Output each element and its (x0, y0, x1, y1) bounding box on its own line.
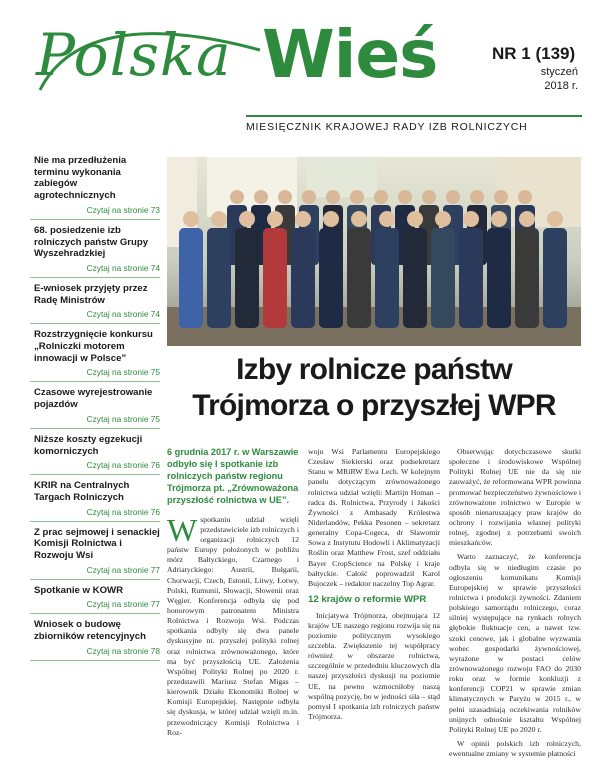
person-head (295, 211, 311, 227)
person-head (470, 190, 484, 204)
person-body (319, 228, 343, 328)
subtitle-rule (246, 115, 582, 117)
person-head (302, 190, 316, 204)
issue-month: styczeń (540, 66, 578, 78)
sidebar-item-link[interactable]: Czytaj na stronie 74 (86, 262, 160, 273)
sidebar-item[interactable] (30, 580, 160, 615)
sidebar-item-link[interactable]: Czytaj na stronie 74 (86, 309, 160, 320)
person-head (518, 190, 532, 204)
group-photo-image (167, 157, 581, 346)
person-head (374, 190, 388, 204)
sidebar-item-link[interactable]: Czytaj na stronie 75 (86, 367, 160, 378)
person-body (515, 228, 539, 328)
sidebar-item[interactable] (30, 324, 160, 382)
person-body (235, 228, 259, 328)
person-body (459, 228, 483, 328)
person-head (398, 190, 412, 204)
person-head (407, 211, 423, 227)
person-body (263, 228, 287, 328)
person-body (543, 228, 567, 328)
person-body (179, 228, 203, 328)
sidebar-item[interactable] (30, 220, 160, 278)
person-head (463, 211, 479, 227)
person-head (422, 190, 436, 204)
sidebar-item-link[interactable]: Czytaj na stronie 73 (86, 204, 160, 215)
article-column-1 (167, 447, 299, 759)
logo-polska: Polska (36, 21, 232, 89)
person-body (403, 228, 427, 328)
person-body (291, 228, 315, 328)
person-head (230, 190, 244, 204)
article-paragraph: W opinii polskich izb rolniczych, ewentualne zmiany w systemie płatności (449, 738, 581, 759)
sidebar-item-title: Czasowe wyrejestrowanie pojazdów (34, 387, 153, 411)
person-head (379, 211, 395, 227)
dropcap: W (167, 511, 198, 548)
article-text: spotkaniu udział wzięli przedstawiciele izb rolniczych i organizacji rolniczych 12 państw Europy położonych w pobliżu mórz Bałtyckiego, Czarnego i Adriatyckiego: Austrii, Bułgarii, Chorwacji, Czech, Estonii, Litwy, Łotwy, Polski, Rumunii, Słowacji, Słowenii oraz Węgier. Konferencja odbyła się pod honorowym patronatem Ministra Rolnictwa i Rozwoju Wsi. Podczas spotkania odbyły się dwa panele dyskusyjne nt. przyszłej polityki rolnej oraz rolnictwa zrównoważonego, które ma być przyszłością UE. Założenia Wspólnej Polityki Rolnej po 2020 r. przedstawili Mariusz Stefan Migas – kierownik Działu Ekonomiki Rolnej w Komisji Europejskiej. Następnie odbyła się dyskusja, w której udział wzięli m.in. przewodniczący Komisji Rolnictwa i Roz- (167, 514, 299, 737)
sidebar-item-title: E-wniosek przyjęty przez Radę Ministrów (34, 282, 148, 306)
person-body (487, 228, 511, 328)
person-head (350, 190, 364, 204)
article-lead: 6 grudnia 2017 r. w Warszawie odbyło się I spotkanie izb rolniczych państw regionu Trójmorza pt. „Zrównoważona przyszłość rolnictwa w UE”. (167, 447, 299, 505)
article-paragraph: woju Wsi Parlamentu Europejskiego Czesław Siekierski oraz podsekretarz Stanu w MRiRW Ewa Lech. W kolejnym panelu dotyczącym zrównoważonego rolnictwa udział wzięli: Martijn Homan – radca ds. Rolnictwa, Przyrody i Jakości Żywności z Ambasady Królestwa Niderlandów, Pekka Pesonen – sekretarz generalny Copa-Cogeca, dr Sławomir Sowa z Instytutu Hodowli i Aklimatyzacji Roślin oraz Matthew Frost, szef oddziału Bayer CropScience na Polskę i kraje bałtyckie. Całość poprowadził Karol Bujoczek – redaktor naczelny Top Agrar. (308, 447, 440, 588)
person-head (446, 190, 460, 204)
person-body (375, 228, 399, 328)
article-paragraph (167, 511, 299, 738)
person-head (239, 211, 255, 227)
person-head (326, 190, 340, 204)
sidebar-item-link[interactable]: Czytaj na stronie 76 (86, 460, 160, 471)
sidebar-item-title: 68. posiedzenie izb rolniczych państw Grupy Wyszehradzkiej (34, 224, 149, 260)
person-body (347, 228, 371, 328)
sidebar-contents (30, 150, 160, 661)
article-column-2 (308, 447, 440, 759)
article-paragraph: Inicjatywa Trójmorza, obejmująca 12 krajów UE naszego regionu rozwija się na poziomie politycznym wysokiego szczebla. Zwiększenie tej współpracy również w obszarze rolnictwa, szczególnie w przededniu kluczowych dla naszej przyszłości dyskusji na poziomie UE, na pewno wzmocniłoby naszą wspólną pozycję, bo w jedności siła – stąd pomysł I spotkania izb rolniczych państw Trójmorza. (308, 610, 440, 721)
person-head (435, 211, 451, 227)
sidebar-item[interactable] (30, 382, 160, 428)
person-head (254, 190, 268, 204)
person-body (207, 228, 231, 328)
issue-date (541, 66, 578, 94)
sidebar-item-link[interactable]: Czytaj na stronie 76 (86, 506, 160, 517)
sidebar-item-title: Spotkanie w KOWR (34, 584, 124, 596)
sidebar-item[interactable] (30, 429, 160, 475)
sidebar-item-title: Rozstrzygnięcie konkursu „Rolniczki motorem innowacji w Polsce” (34, 329, 153, 364)
sidebar-item[interactable] (30, 278, 160, 324)
person-head (494, 190, 508, 204)
person-head (183, 211, 199, 227)
logo-wies: Wieś (262, 16, 438, 93)
person-body (431, 228, 455, 328)
person-head (278, 190, 292, 204)
group-photo (167, 157, 581, 346)
person-head (519, 211, 535, 227)
sidebar-item[interactable] (30, 150, 160, 220)
article-headline: Izby rolnicze państw Trójmorza o przyszłej WPR (192, 353, 556, 422)
sidebar-item-link[interactable]: Czytaj na stronie 78 (86, 645, 160, 656)
issue-year: 2018 r. (544, 79, 578, 92)
sidebar-item-link[interactable]: Czytaj na stronie 77 (86, 564, 160, 575)
person-head (323, 211, 339, 227)
issue-number: NR 1 (139) (492, 44, 576, 63)
article-subhead: 12 krajów o reformie WPR (308, 593, 427, 605)
sidebar-item[interactable] (30, 614, 160, 660)
sidebar-item[interactable] (30, 522, 160, 580)
person-head (547, 211, 563, 227)
person-head (211, 211, 227, 227)
person-head (491, 211, 507, 227)
article-column-3 (449, 447, 581, 759)
sidebar-item-title: KRIR na Centralnych Targach Rolniczych (34, 480, 130, 503)
sidebar-item-link[interactable]: Czytaj na stronie 75 (86, 413, 160, 424)
sidebar-item-title: Niższe koszty egzekucji komorniczych (34, 433, 143, 457)
sidebar-item-title: Z prac sejmowej i senackiej Komisji Rolnictwa i Rozwoju Wsi (34, 526, 160, 562)
article-body (167, 447, 581, 759)
sidebar-item-title: Wniosek o budowę zbiorników retencyjnych (34, 619, 146, 643)
article-paragraph: Obserwując dotychczasowe skutki społeczne i środowiskowe Wspólnej Polityki Rolnej UE nie da się nie zauważyć, że reformowana WPR powinna promować bezpieczeństwo żywnościowe i zrównoważone rolnictwo w Europie w sposób nienaruszający praw krajów do ochrony i rozwijania własnej polityki rolnej, zgodnej z potrzebami swoich mieszkańców. (449, 447, 581, 548)
masthead (0, 0, 592, 150)
sidebar-item-title: Nie ma przedłużenia terminu wykonania zabiegów agrotechnicznych (34, 155, 127, 202)
person-head (267, 211, 283, 227)
sidebar-item[interactable] (30, 475, 160, 521)
article-paragraph: Warto zaznaczyć, że konferencja odbyła się w niedługim czasie po ogłoszeniu komunikatu Komisji Europejskiej w sprawie przyszłości rolnictwa i produkcji żywności. Zdaniem polskiego samorządu rolniczego, coraz silniej występujące na rynkach rolnych głębokie fluktuacje cen, a nawet tzw. szoki cenowe, jak i globalne wyzwania wobec gospodarki żywnościowej, wyrażone w postaci celów zrównoważonego rozwoju FAO do 2030 roku oraz w formie konkluzji z konferencji COP21 w sprawie zmian klimatycznych w Paryżu w 2015 r., w pełni uzasadniają oczekiwania rolników unijnych odnośnie kształtu Wspólnej Polityki Rolnej UE po 2020 r. (449, 552, 581, 734)
sidebar-item-link[interactable]: Czytaj na stronie 77 (86, 599, 160, 610)
masthead-subtitle: MIESIĘCZNIK KRAJOWEJ RADY IZB ROLNICZYCH (246, 121, 528, 133)
person-head (351, 211, 367, 227)
